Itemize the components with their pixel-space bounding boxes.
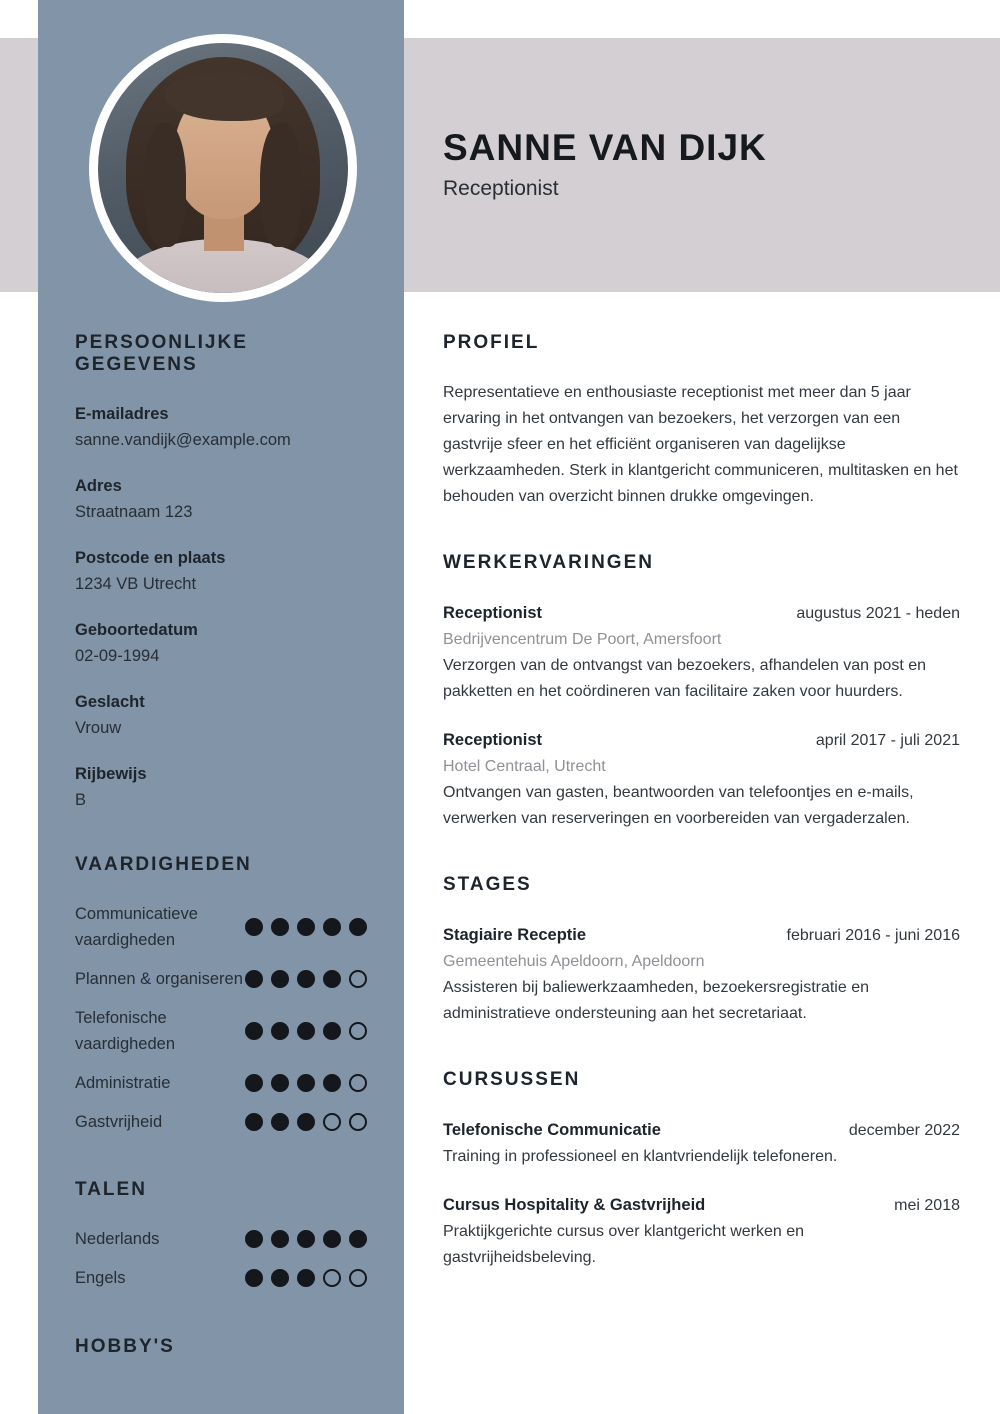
level-dot-filled — [297, 1230, 315, 1248]
level-dot-filled — [245, 1230, 263, 1248]
language-level-indicator — [245, 1269, 367, 1287]
level-dot-empty — [349, 1113, 367, 1131]
gender-value: Vrouw — [75, 719, 122, 737]
course-entry — [443, 1117, 960, 1170]
level-dot-filled — [297, 1022, 315, 1040]
profile-text: Representatieve en enthousiaste receptionist met meer dan 5 jaar ervaring in het ontvangen van bezoekers, het verzorgen van een gastvrije sfeer en het efficiënt organiseren van dagelijkse werkzaamheden. Sterk in klantgericht communiceren, multitasken en het behouden van overzicht binnen drukke omgevingen. — [443, 384, 958, 505]
field-label: Postcode en plaats — [75, 549, 226, 567]
language-label: Engels — [75, 1269, 126, 1287]
sidebar — [38, 0, 404, 1414]
level-dot-filled — [297, 1113, 315, 1131]
entry-head — [443, 922, 960, 949]
section-courses — [443, 1069, 960, 1271]
profile-photo — [89, 34, 357, 302]
courses-heading: CURSUSSEN — [443, 1069, 581, 1090]
skill-level-indicator — [245, 1022, 367, 1040]
level-dot-empty — [349, 1074, 367, 1092]
entry-title: Cursus Hospitality & Gastvrijheid — [443, 1196, 706, 1214]
field-postcode — [75, 545, 367, 597]
section-hobbies — [75, 1336, 367, 1358]
level-dot-empty — [349, 1022, 367, 1040]
entry-period: mei 2018 — [894, 1197, 960, 1214]
entry-period: februari 2016 - juni 2016 — [786, 927, 960, 944]
entry-period: augustus 2021 - heden — [796, 605, 960, 622]
internship-entry — [443, 922, 960, 1027]
level-dot-filled — [323, 1022, 341, 1040]
section-internships — [443, 874, 960, 1027]
person-job-title: Receptionist — [443, 177, 559, 200]
entry-description: Praktijkgerichte cursus over klantgericht werken en gastvrijheidsbeleving. — [443, 1223, 805, 1266]
entry-title: Receptionist — [443, 604, 543, 622]
skill-level-indicator — [245, 1113, 367, 1131]
skills-heading: VAARDIGHEDEN — [75, 854, 252, 875]
skill-level-indicator — [245, 970, 367, 988]
level-dot-filled — [271, 970, 289, 988]
skill-label: Communicatieve vaardigheden — [75, 905, 198, 949]
field-label: E-mailadres — [75, 405, 169, 423]
level-dot-filled — [297, 918, 315, 936]
level-dot-filled — [323, 1074, 341, 1092]
skill-label: Administratie — [75, 1074, 171, 1092]
postcode-value: 1234 VB Utrecht — [75, 575, 197, 593]
entry-description: Training in professioneel en klantvriendelijk telefoneren. — [443, 1148, 838, 1165]
sidebar-content — [75, 332, 367, 1358]
entry-title: Telefonische Communicatie — [443, 1121, 661, 1139]
entry-head — [443, 727, 960, 754]
skill-label: Telefonische vaardigheden — [75, 1009, 175, 1053]
experience-entry — [443, 600, 960, 705]
field-label: Rijbewijs — [75, 765, 147, 783]
entry-period: april 2017 - juli 2021 — [815, 732, 960, 749]
skill-label: Plannen & organiseren — [75, 970, 243, 988]
level-dot-filled — [349, 918, 367, 936]
level-dot-filled — [271, 1074, 289, 1092]
level-dot-empty — [349, 970, 367, 988]
level-dot-filled — [349, 1230, 367, 1248]
hobbies-heading: HOBBY'S — [75, 1336, 175, 1357]
level-dot-filled — [323, 918, 341, 936]
language-level-indicator — [245, 1230, 367, 1248]
field-address — [75, 473, 367, 525]
level-dot-filled — [297, 1269, 315, 1287]
skill-row — [75, 901, 367, 953]
level-dot-filled — [323, 1230, 341, 1248]
photo-hair-left — [144, 123, 186, 247]
level-dot-empty — [323, 1269, 341, 1287]
skill-level-indicator — [245, 1074, 367, 1092]
person-name: SANNE VAN DIJK — [443, 127, 767, 168]
level-dot-filled — [271, 1113, 289, 1131]
entry-period: december 2022 — [848, 1122, 960, 1139]
photo-hair-right — [260, 123, 302, 247]
entry-head — [443, 1117, 960, 1144]
email-value: sanne.vandijk@example.com — [75, 431, 291, 449]
level-dot-empty — [323, 1113, 341, 1131]
section-languages — [75, 1179, 367, 1291]
skill-row — [75, 1005, 367, 1057]
level-dot-filled — [245, 1269, 263, 1287]
section-profile — [443, 332, 960, 510]
field-label: Geboortedatum — [75, 621, 198, 639]
entry-description: Verzorgen van de ontvangst van bezoekers, afhandelen van post en pakketten en het coördineren van facilitaire zaken voor huurders. — [443, 657, 927, 700]
section-experience — [443, 552, 960, 832]
level-dot-filled — [271, 1022, 289, 1040]
internships-heading: STAGES — [443, 874, 532, 895]
profile-heading: PROFIEL — [443, 332, 540, 353]
language-label: Nederlands — [75, 1230, 160, 1248]
level-dot-filled — [271, 918, 289, 936]
level-dot-empty — [349, 1269, 367, 1287]
entry-organization: Bedrijvencentrum De Poort, Amersfoort — [443, 631, 722, 648]
skill-row — [75, 966, 367, 992]
field-gender — [75, 689, 367, 741]
section-personal — [75, 332, 367, 813]
course-entry — [443, 1192, 960, 1271]
field-label: Geslacht — [75, 693, 145, 711]
entry-head — [443, 1192, 960, 1219]
skill-level-indicator — [245, 918, 367, 936]
license-value: B — [75, 791, 87, 809]
entry-organization: Hotel Centraal, Utrecht — [443, 758, 606, 775]
level-dot-filled — [297, 1074, 315, 1092]
level-dot-filled — [323, 970, 341, 988]
section-skills — [75, 854, 367, 1135]
language-row — [75, 1265, 367, 1291]
skill-row — [75, 1109, 367, 1135]
skill-row — [75, 1070, 367, 1096]
experience-heading: WERKERVARINGEN — [443, 552, 654, 573]
level-dot-filled — [245, 1113, 263, 1131]
address-value: Straatnaam 123 — [75, 503, 193, 521]
entry-organization: Gemeentehuis Apeldoorn, Apeldoorn — [443, 953, 705, 970]
field-email — [75, 401, 367, 453]
entry-head — [443, 600, 960, 627]
level-dot-filled — [245, 1022, 263, 1040]
level-dot-filled — [245, 970, 263, 988]
field-license — [75, 761, 367, 813]
field-birthdate — [75, 617, 367, 669]
entry-title: Stagiaire Receptie — [443, 926, 587, 944]
entry-title: Receptionist — [443, 731, 543, 749]
field-label: Adres — [75, 477, 122, 495]
level-dot-filled — [297, 970, 315, 988]
personal-heading: PERSOONLIJKE GEGEVENS — [75, 332, 248, 375]
birthdate-value: 02-09-1994 — [75, 647, 160, 665]
level-dot-filled — [245, 1074, 263, 1092]
entry-description: Ontvangen van gasten, beantwoorden van telefoontjes en e-mails, verwerken van reserveringen en voorbereiden van vergaderzalen. — [443, 784, 914, 827]
languages-heading: TALEN — [75, 1179, 147, 1200]
entry-description: Assisteren bij baliewerkzaamheden, bezoekersregistratie en administratieve ondersteuning aan het secretariaat. — [443, 979, 869, 1022]
level-dot-filled — [271, 1230, 289, 1248]
language-row — [75, 1226, 367, 1252]
level-dot-filled — [245, 918, 263, 936]
skill-label: Gastvrijheid — [75, 1113, 163, 1131]
experience-entry — [443, 727, 960, 832]
main-column — [443, 0, 960, 1271]
level-dot-filled — [271, 1269, 289, 1287]
